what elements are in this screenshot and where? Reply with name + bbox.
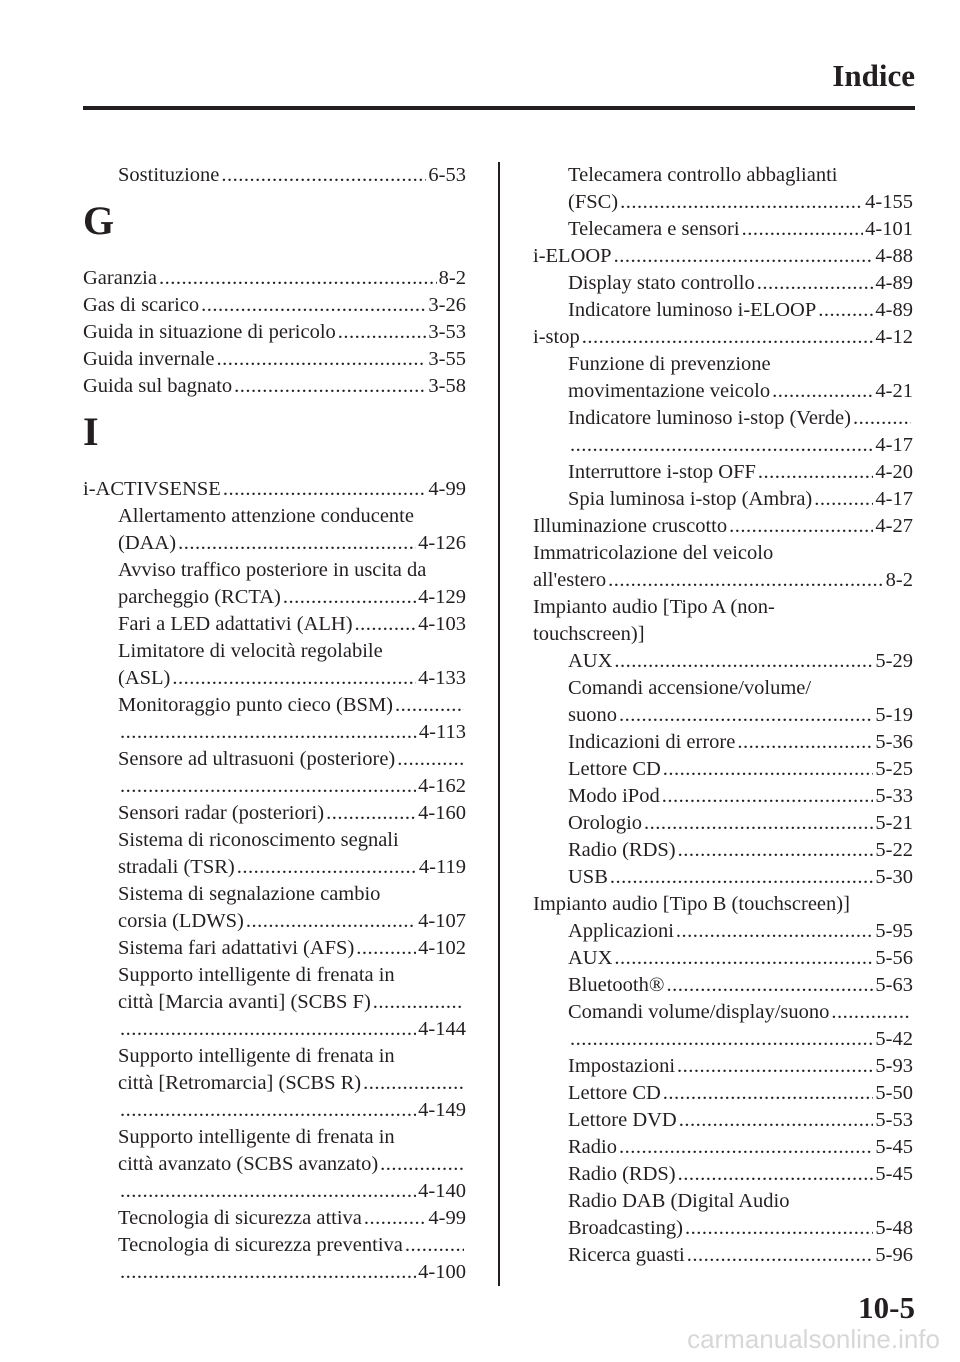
index-entry	[533, 837, 913, 864]
index-entry-page: 4-20	[875, 461, 913, 483]
index-entry-label: Sistema di segnalazione cambio	[118, 883, 381, 905]
index-entry-page: 4-113	[418, 721, 466, 743]
index-entry-label: Orologio	[568, 812, 643, 834]
index-entry-label: Telecamera e sensori	[568, 218, 740, 240]
index-entry	[533, 1134, 913, 1161]
index-entry-page: 4-119	[418, 856, 466, 878]
index-entry-page: 4-88	[875, 245, 913, 267]
index-entry-label: Guida in situazione di pericolo	[83, 321, 336, 343]
index-entry	[533, 702, 913, 729]
index-entry-page: 6-53	[428, 164, 466, 186]
dot-leader	[662, 783, 874, 810]
index-entry	[83, 1205, 466, 1232]
column-divider	[498, 162, 500, 1286]
index-entry-page: 4-21	[875, 380, 913, 402]
index-entry-continuation	[83, 962, 466, 989]
page-header-title: Indice	[832, 58, 915, 93]
dot-leader	[608, 567, 884, 594]
index-entry	[83, 935, 466, 962]
index-entry-page: 5-63	[875, 974, 913, 996]
index-column-right	[533, 162, 913, 1269]
index-entry-label: Impostazioni	[568, 1055, 676, 1077]
index-entry-label: Radio (RDS)	[568, 839, 676, 861]
index-entry-continuation	[533, 351, 913, 378]
index-entry	[533, 270, 913, 297]
index-entry	[83, 989, 466, 1016]
index-entry-page: 4-89	[875, 299, 913, 321]
index-entry	[83, 665, 466, 692]
dot-leader	[326, 800, 416, 827]
index-entry-page: 3-55	[428, 348, 466, 370]
index-entry-label: Lettore CD	[568, 1082, 661, 1104]
index-entry	[533, 999, 913, 1026]
index-entry-page: 5-19	[875, 704, 913, 726]
dot-leader	[620, 189, 863, 216]
index-entry	[533, 1215, 913, 1242]
index-entry-label: Tecnologia di sicurezza preventiva	[118, 1234, 403, 1256]
dot-leader	[120, 719, 417, 746]
index-entry-label: (DAA)	[118, 532, 177, 554]
index-entry-label: i-ELOOP	[533, 245, 612, 267]
dot-leader	[120, 1178, 416, 1205]
index-entry-continuation	[83, 827, 466, 854]
index-entry	[83, 611, 466, 638]
index-entry-page: 4-99	[428, 1207, 466, 1229]
index-entry	[83, 319, 466, 346]
index-entry-label: Sostituzione	[118, 164, 220, 186]
index-entry-label: corsia (LDWS)	[118, 910, 244, 932]
index-entry-page: 5-42	[875, 1028, 913, 1050]
index-entry-page: 4-89	[875, 272, 913, 294]
index-entry-page: 5-45	[875, 1163, 913, 1185]
index-entry	[83, 1097, 466, 1124]
index-entry-label: Supporto intelligente di frenata in	[118, 1126, 395, 1148]
index-entry-page: 5-25	[875, 758, 913, 780]
dot-leader	[355, 611, 417, 638]
index-entry	[533, 1161, 913, 1188]
dot-leader	[373, 989, 464, 1016]
index-entry-label: città [Retromarcia] (SCBS R)	[118, 1072, 362, 1094]
index-entry	[533, 810, 913, 837]
index-entry	[533, 972, 913, 999]
index-entry-page: 5-50	[875, 1082, 913, 1104]
index-entry-label: Garanzia	[83, 267, 157, 289]
dot-leader	[380, 1151, 464, 1178]
index-entry-label: Tecnologia di sicurezza attiva	[118, 1207, 362, 1229]
index-entry-page: 5-95	[875, 920, 913, 942]
index-entry	[533, 324, 913, 351]
index-entry-page: 8-2	[438, 267, 466, 289]
index-entry-page: 4-149	[418, 1099, 466, 1121]
index-entry	[83, 746, 466, 773]
dot-leader	[619, 702, 873, 729]
index-entry-page: 4-129	[418, 586, 466, 608]
index-entry-page: 5-45	[875, 1136, 913, 1158]
index-entry	[533, 216, 913, 243]
dot-leader	[679, 1107, 874, 1134]
dot-leader	[758, 459, 874, 486]
index-entry-continuation	[533, 540, 913, 567]
index-entry-label: movimentazione veicolo	[568, 380, 771, 402]
dot-leader	[678, 1161, 874, 1188]
dot-leader	[676, 918, 874, 945]
index-entry-label: Illuminazione cruscotto	[533, 515, 728, 537]
dot-leader	[737, 729, 873, 756]
dot-leader	[831, 999, 911, 1026]
index-entry-continuation	[533, 162, 913, 189]
index-entry-page: 5-29	[875, 650, 913, 672]
index-entry-page: 4-133	[418, 667, 466, 689]
index-entry	[83, 1070, 466, 1097]
index-entry	[83, 162, 466, 189]
dot-leader	[677, 1053, 873, 1080]
dot-leader	[772, 378, 873, 405]
index-entry	[533, 513, 913, 540]
dot-leader	[685, 1215, 873, 1242]
index-entry-label: Sistema di riconoscimento segnali	[118, 829, 399, 851]
dot-leader	[120, 1097, 416, 1124]
index-entry-page: 5-56	[875, 947, 913, 969]
watermark: carmanualsonline.info	[687, 1324, 940, 1354]
index-entry-continuation	[533, 594, 913, 621]
index-entry	[533, 459, 913, 486]
index-entry-label: Broadcasting)	[568, 1217, 683, 1239]
index-entry-label: Sistema fari adattativi (AFS)	[118, 937, 355, 959]
dot-leader	[363, 1070, 464, 1097]
index-entry-page: 4-27	[875, 515, 913, 537]
index-entry-page: 3-26	[428, 294, 466, 316]
dot-leader	[120, 773, 416, 800]
page-number: 10-5	[858, 1290, 915, 1325]
index-entry-page: 4-140	[418, 1180, 466, 1202]
dot-leader	[395, 692, 464, 719]
index-entry-page: 5-30	[875, 866, 913, 888]
index-entry-page: 8-2	[885, 569, 913, 591]
index-entry-label: Immatricolazione del veicolo	[533, 542, 774, 564]
index-entry-label: (FSC)	[568, 191, 619, 213]
index-entry	[533, 567, 913, 594]
index-entry-page: 4-162	[418, 775, 466, 797]
index-entry-label: Monitoraggio punto cieco (BSM)	[118, 694, 394, 716]
dot-leader	[610, 864, 874, 891]
index-entry	[533, 1026, 913, 1053]
dot-leader	[178, 530, 416, 557]
dot-leader	[283, 584, 416, 611]
index-entry	[533, 864, 913, 891]
dot-leader	[217, 346, 427, 373]
index-entry-label: stradali (TSR)	[118, 856, 235, 878]
index-entry-label: Impianto audio [Tipo B (touchscreen)]	[533, 893, 850, 915]
dot-leader	[246, 908, 416, 935]
index-entry	[83, 1151, 466, 1178]
dot-leader	[742, 216, 864, 243]
index-entry-continuation	[83, 503, 466, 530]
index-entry-label: USB	[568, 866, 608, 888]
index-entry	[83, 773, 466, 800]
dot-leader	[614, 648, 873, 675]
index-entry-label: Guida sul bagnato	[83, 375, 233, 397]
index-entry	[83, 1178, 466, 1205]
dot-leader	[364, 1205, 427, 1232]
dot-leader	[814, 486, 873, 513]
index-entry	[533, 189, 913, 216]
index-entry	[533, 729, 913, 756]
index-entry-label: Applicazioni	[568, 920, 674, 942]
dot-leader	[678, 837, 874, 864]
index-entry-label: Supporto intelligente di frenata in	[118, 1045, 395, 1067]
index-entry-continuation	[83, 881, 466, 908]
section-letter: I	[83, 409, 99, 454]
index-entry-page: 4-126	[418, 532, 466, 554]
index-entry	[83, 1232, 466, 1259]
index-entry-label: Lettore CD	[568, 758, 661, 780]
index-entry	[83, 800, 466, 827]
index-entry-continuation	[533, 891, 913, 918]
index-entry-page: 5-48	[875, 1217, 913, 1239]
dot-leader	[172, 665, 416, 692]
dot-leader	[405, 1232, 464, 1259]
index-entry-label: Lettore DVD	[568, 1109, 677, 1131]
index-entry-continuation	[83, 1124, 466, 1151]
header-rule	[83, 106, 915, 110]
dot-leader	[570, 432, 873, 459]
index-entry	[533, 648, 913, 675]
index-entry-label: Sensori radar (posteriori)	[118, 802, 325, 824]
index-entry	[533, 378, 913, 405]
index-entry-page: 4-99	[428, 478, 466, 500]
dot-leader	[356, 935, 416, 962]
index-entry-continuation	[83, 1043, 466, 1070]
dot-leader	[397, 746, 464, 773]
dot-leader	[666, 972, 873, 999]
index-entry	[533, 405, 913, 432]
dot-leader	[853, 405, 911, 432]
dot-leader	[644, 810, 873, 837]
index-entry	[83, 719, 466, 746]
index-entry	[533, 297, 913, 324]
index-entry-page: 5-21	[875, 812, 913, 834]
index-entry-label: Interruttore i-stop OFF	[568, 461, 756, 483]
index-entry-label: città avanzato (SCBS avanzato)	[118, 1153, 379, 1175]
index-entry-label: Display stato controllo	[568, 272, 755, 294]
index-entry-label: parcheggio (RCTA)	[118, 586, 281, 608]
index-entry	[83, 265, 466, 292]
index-entry-continuation	[83, 557, 466, 584]
index-entry-page: 4-17	[875, 488, 913, 510]
dot-leader	[614, 945, 873, 972]
dot-leader	[818, 297, 873, 324]
index-entry-label: Indicazioni di errore	[568, 731, 736, 753]
dot-leader	[570, 1026, 873, 1053]
index-entry-label: Gas di scarico	[83, 294, 200, 316]
index-entry-page: 5-33	[875, 785, 913, 807]
index-entry-label: Allertamento attenzione conducente	[118, 505, 414, 527]
dot-leader	[237, 854, 417, 881]
index-column-left	[83, 162, 466, 1286]
index-entry-page: 5-36	[875, 731, 913, 753]
index-entry-page: 5-93	[875, 1055, 913, 1077]
index-entry-page: 3-53	[428, 321, 466, 343]
index-entry	[83, 346, 466, 373]
index-entry-page: 4-144	[418, 1018, 466, 1040]
dot-leader	[221, 162, 426, 189]
index-entry-label: Indicatore luminoso i-ELOOP	[568, 299, 817, 321]
index-entry-label: suono	[568, 704, 617, 726]
dot-leader	[582, 324, 874, 351]
index-entry-label: Radio	[568, 1136, 617, 1158]
index-entry	[533, 1080, 913, 1107]
index-entry	[83, 908, 466, 935]
index-entry-label: Fari a LED adattativi (ALH)	[118, 613, 353, 635]
index-entry	[83, 476, 466, 503]
dot-leader	[729, 513, 873, 540]
index-entry-label: Limitatore di velocità regolabile	[118, 640, 383, 662]
dot-leader	[201, 292, 426, 319]
index-entry	[83, 854, 466, 881]
index-entry-label: i-ACTIVSENSE	[83, 478, 221, 500]
index-entry	[83, 692, 466, 719]
dot-leader	[757, 270, 874, 297]
index-entry-page: 4-100	[418, 1261, 466, 1283]
dot-leader	[120, 1259, 416, 1286]
index-entry-label: città [Marcia avanti] (SCBS F)	[118, 991, 371, 1013]
index-entry-page: 5-22	[875, 839, 913, 861]
index-entry-page: 4-12	[875, 326, 913, 348]
index-entry	[533, 486, 913, 513]
index-entry-continuation	[533, 621, 913, 648]
index-entry-label: all'estero	[533, 569, 607, 591]
index-entry	[533, 432, 913, 459]
index-entry-page: 4-102	[418, 937, 466, 959]
index-entry	[533, 756, 913, 783]
dot-leader	[338, 319, 427, 346]
index-entry-page: 4-160	[418, 802, 466, 824]
index-entry-label: Ricerca guasti	[568, 1244, 685, 1266]
index-entry-label: AUX	[568, 947, 613, 969]
dot-leader	[663, 1080, 874, 1107]
index-entry	[83, 1016, 466, 1043]
dot-leader	[619, 1134, 873, 1161]
index-entry-label: Spia luminosa i-stop (Ambra)	[568, 488, 813, 510]
dot-leader	[159, 265, 437, 292]
index-entry-page: 5-53	[875, 1109, 913, 1131]
index-entry-label: Guida invernale	[83, 348, 215, 370]
dot-leader	[614, 243, 874, 270]
index-entry	[83, 292, 466, 319]
index-entry-page: 5-96	[875, 1244, 913, 1266]
index-entry	[533, 945, 913, 972]
index-entry	[83, 373, 466, 400]
index-entry-label: Impianto audio [Tipo A (non-	[533, 596, 775, 618]
index-entry	[533, 1242, 913, 1269]
index-entry-page: 4-103	[418, 613, 466, 635]
index-entry-label: Comandi accensione/volume/	[568, 677, 812, 699]
index-entry-label: Indicatore luminoso i-stop (Verde)	[568, 407, 851, 429]
index-entry-page: 4-17	[875, 434, 913, 456]
index-entry-page: 4-101	[865, 218, 913, 240]
index-entry-label: Comandi volume/display/suono	[568, 1001, 830, 1023]
index-entry-label: (ASL)	[118, 667, 171, 689]
dot-leader	[687, 1242, 874, 1269]
index-entry	[533, 783, 913, 810]
index-entry	[83, 1259, 466, 1286]
index-entry-label: Radio (RDS)	[568, 1163, 676, 1185]
dot-leader	[663, 756, 874, 783]
index-entry	[533, 1107, 913, 1134]
index-entry-page: 4-155	[865, 191, 913, 213]
dot-leader	[223, 476, 427, 503]
index-entry-label: i-stop	[533, 326, 580, 348]
index-entry-label: Modo iPod	[568, 785, 660, 807]
index-entry-page: 3-58	[428, 375, 466, 397]
index-entry	[533, 918, 913, 945]
dot-leader	[120, 1016, 416, 1043]
index-entry-label: Telecamera controllo abbaglianti	[568, 164, 838, 186]
index-entry-label: AUX	[568, 650, 613, 672]
index-entry	[83, 584, 466, 611]
dot-leader	[234, 373, 426, 400]
index-entry-label: Funzione di prevenzione	[568, 353, 771, 375]
section-letter: G	[83, 198, 115, 243]
index-entry	[83, 530, 466, 557]
index-entry-continuation	[83, 638, 466, 665]
index-entry-label: Sensore ad ultrasuoni (posteriore)	[118, 748, 396, 770]
index-entry-continuation	[533, 1188, 913, 1215]
index-entry	[533, 243, 913, 270]
index-entry-label: Radio DAB (Digital Audio	[568, 1190, 790, 1212]
index-entry-page: 4-107	[418, 910, 466, 932]
index-entry-label: touchscreen)]	[533, 623, 645, 645]
index-entry-continuation	[533, 675, 913, 702]
index-entry-label: Avviso traffico posteriore in uscita da	[118, 559, 427, 581]
index-entry-label: Bluetooth®	[568, 974, 665, 996]
index-entry	[533, 1053, 913, 1080]
index-entry-label: Supporto intelligente di frenata in	[118, 964, 395, 986]
